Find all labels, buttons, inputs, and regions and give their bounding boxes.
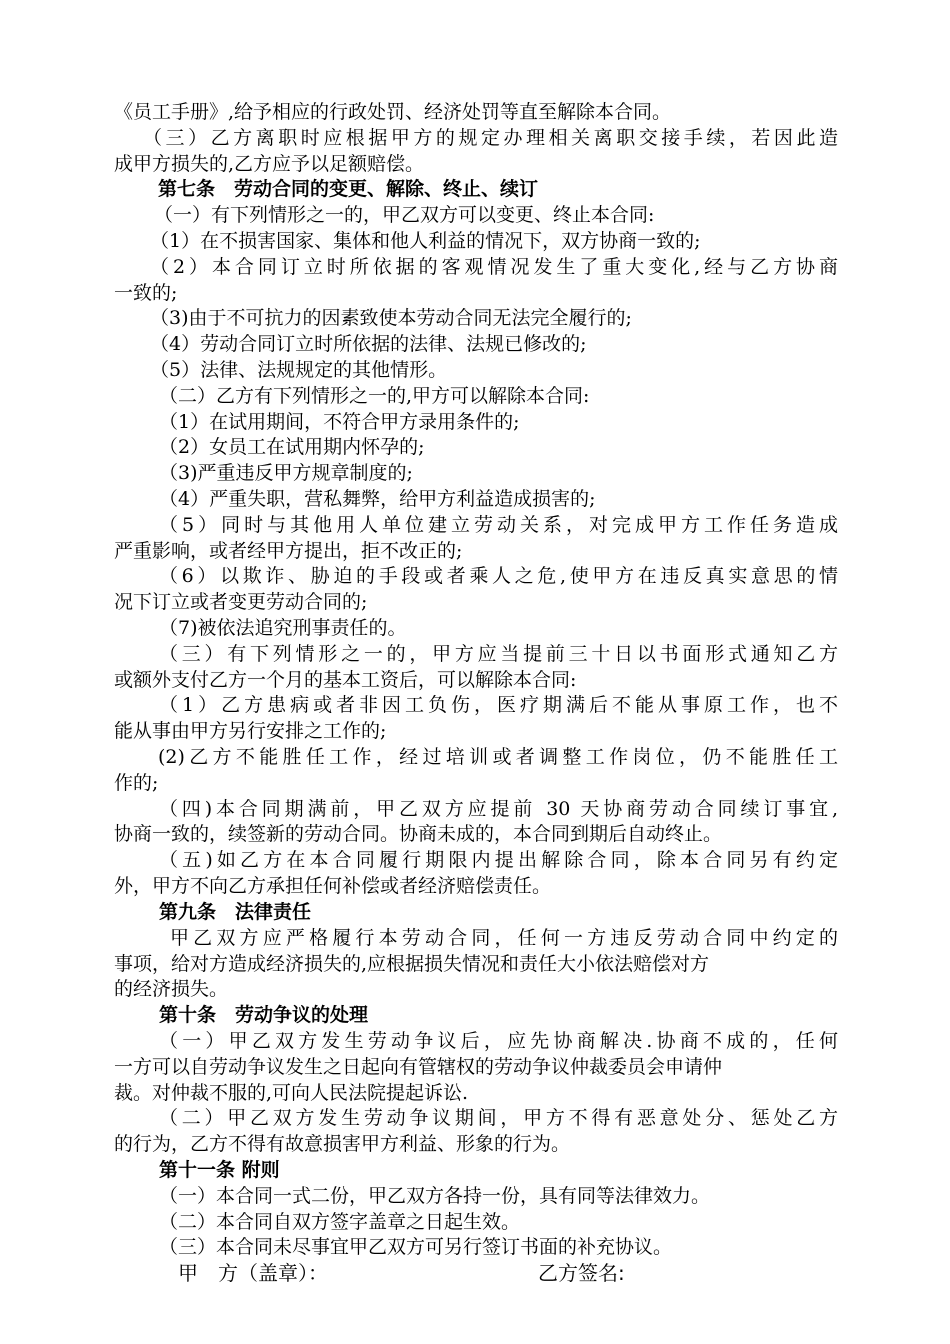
text-line: （一）本合同一式二份，甲乙双方各持一份，具有同等法律效力。 <box>159 1185 711 1207</box>
text-line: 的经济损失。 <box>114 978 229 1000</box>
text-line: 甲乙双方应严格履行本劳动合同，任何一方违反劳动合同中约定的 <box>170 927 838 949</box>
text-line: 作的; <box>114 772 159 794</box>
text-line: （二）甲乙双方发生劳动争议期间，甲方不得有恶意处分、惩处乙方 <box>159 1107 838 1129</box>
text-line: 一致的; <box>114 282 178 304</box>
text-line: 的行为，乙方不得有故意损害甲方利益、形象的行为。 <box>114 1133 571 1155</box>
text-line: （3)由于不可抗力的因素致使本劳动合同无法完全履行的; <box>150 307 632 329</box>
text-line: 事项，给对方造成经济损失的,应根据损失情况和责任大小依法赔偿对方 <box>114 953 710 975</box>
text-line: 成甲方损失的,乙方应予以足额赔偿。 <box>114 153 425 175</box>
text-line: （二）本合同自双方签字盖章之日起生效。 <box>159 1211 521 1233</box>
text-line: （3)严重违反甲方规章制度的; <box>159 462 413 484</box>
section-heading: 第十一条 附则 <box>159 1159 280 1181</box>
text-line: （一）有下列情形之一的，甲乙双方可以变更、终止本合同: <box>154 204 655 226</box>
text-line: （1）乙方患病或者非因工负伤，医疗期满后不能从事原工作，也不 <box>159 694 838 716</box>
text-line: （4）严重失职，营私舞弊，给甲方利益造成损害的; <box>159 488 596 510</box>
text-line: （4）劳动合同订立时所依据的法律、法规已修改的; <box>150 333 587 355</box>
text-line: （5）法律、法规规定的其他情形。 <box>150 359 448 381</box>
text-line: 况下订立或者变更劳动合同的; <box>114 591 368 613</box>
text-line: 外，甲方不向乙方承担任何补偿或者经济赔偿责任。 <box>114 875 552 897</box>
text-line: （二）乙方有下列情形之一的,甲方可以解除本合同: <box>159 385 590 407</box>
text-line: （一）甲乙双方发生劳动争议后，应先协商解决.协商不成的，任何 <box>159 1030 838 1052</box>
text-line: (2)乙方不能胜任工作，经过培训或者调整工作岗位，仍不能胜任工 <box>158 746 838 768</box>
text-line: （四)本合同期满前，甲乙双方应提前 30 天协商劳动合同续订事宜, <box>159 798 838 820</box>
text-line: 能从事由甲方另行安排之工作的; <box>114 720 387 742</box>
signature-party-b: 乙方签名: <box>538 1261 625 1285</box>
text-line: 严重影响，或者经甲方提出，拒不改正的; <box>114 540 463 562</box>
text-line: （6）以欺诈、胁迫的手段或者乘人之危,使甲方在违反真实意思的情 <box>159 565 838 587</box>
text-line: 或额外支付乙方一个月的基本工资后，可以解除本合同: <box>114 669 577 691</box>
text-line: （2）本合同订立时所依据的客观情况发生了重大变化,经与乙方协商 <box>150 256 838 278</box>
text-line: 《员工手册》,给予相应的行政处罚、经济处罚等直至解除本合同。 <box>114 101 672 123</box>
text-line: （2）女员工在试用期内怀孕的; <box>159 436 425 458</box>
section-heading: 第七条 劳动合同的变更、解除、终止、续订 <box>158 178 539 200</box>
text-line: （三）本合同未尽事宜甲乙双方可另行签订书面的补充协议。 <box>159 1236 673 1258</box>
text-line: 一方可以自劳动争议发生之日起向有管辖权的劳动争议仲裁委员会申请仲 <box>114 1056 723 1078</box>
section-heading: 第十条 劳动争议的处理 <box>159 1004 369 1026</box>
text-line: 协商一致的，续签新的劳动合同。协商未成的，本合同到期后自动终止。 <box>114 823 723 845</box>
text-line: （7)被依法追究刑事责任的。 <box>159 617 407 639</box>
text-line: （5）同时与其他用人单位建立劳动关系，对完成甲方工作任务造成 <box>159 514 838 536</box>
text-line: 裁。对仲裁不服的,可向人民法院提起诉讼. <box>114 1082 469 1104</box>
text-line: （1）在不损害国家、集体和他人利益的情况下，双方协商一致的; <box>150 230 701 252</box>
section-heading: 第九条 法律责任 <box>159 901 312 923</box>
text-line: （1）在试用期间，不符合甲方录用条件的; <box>159 411 520 433</box>
text-line: （三）乙方离职时应根据甲方的规定办理相关离职交接手续，若因此造 <box>143 127 838 149</box>
text-line: （三）有下列情形之一的，甲方应当提前三十日以书面形式通知乙方 <box>159 643 838 665</box>
signature-party-a: 甲 方（盖章）： <box>178 1261 328 1285</box>
text-line: （五)如乙方在本合同履行期限内提出解除合同，除本合同另有约定 <box>159 849 838 871</box>
